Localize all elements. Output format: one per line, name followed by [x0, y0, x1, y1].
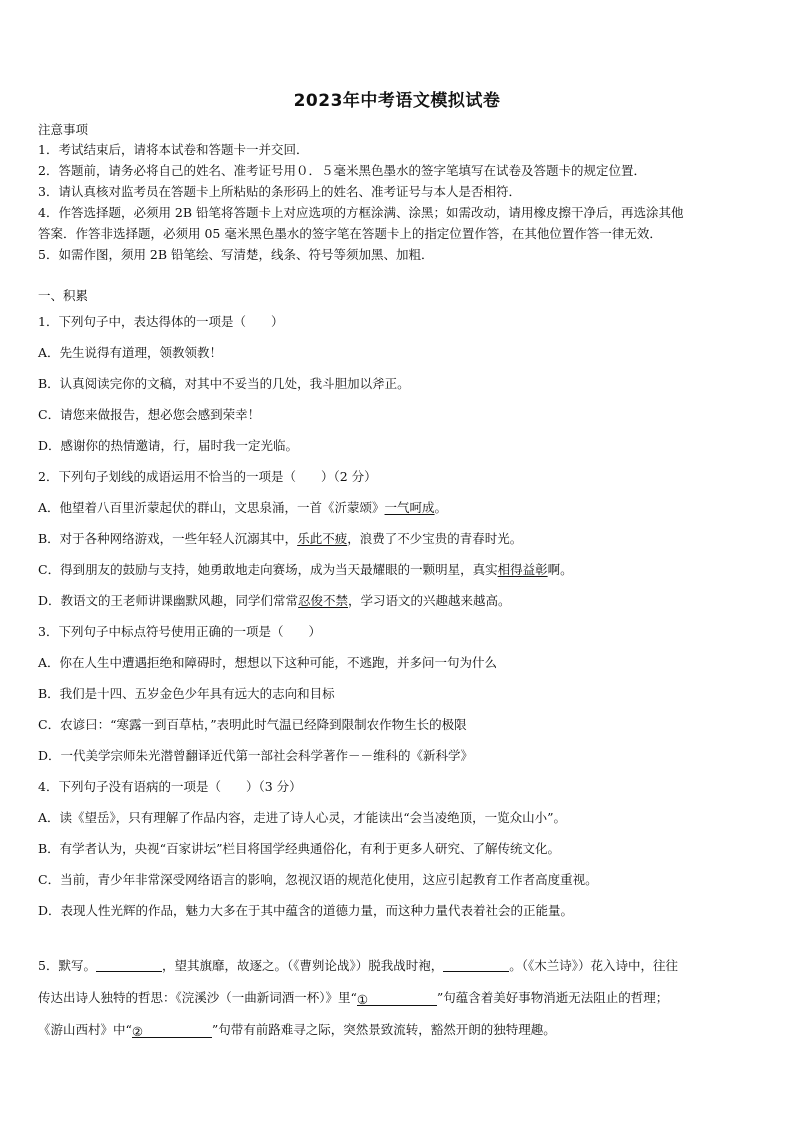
q5-text: ”句带有前路难寻之际，突然景致流转，豁然开朗的独特理趣。 [211, 1022, 556, 1037]
notice-item: 4．作答选择题，必须用 2B 铅笔将答题卡上对应选项的方框涂满、涂黑；如需改动，请用橡皮擦干净后，再选涂其他 [38, 205, 684, 220]
option-b: B．我们是十四、五岁金色少年具有远大的志向和目标 [38, 686, 335, 701]
q5-text: 。（《木兰诗》）花入诗中，往往 [509, 958, 678, 973]
notice-item: 2．答题前，请务必将自己的姓名、准考证号用０．５毫米黑色墨水的签字笔填写在试卷及答题卡的规定位置． [38, 163, 646, 178]
option-d: D．感谢你的热情邀请，行，届时我一定光临。 [38, 438, 299, 453]
answer-blank[interactable] [443, 957, 509, 972]
q5-text: ，望其旗靡，故逐之。（《曹刿论战》）脱我战时袍， [161, 958, 444, 973]
question-stem: 1．下列句子中，表达得体的一项是（ ） [38, 314, 284, 329]
question-5-line-2 [38, 989, 758, 1007]
option-c: C．当前，青少年非常深受网络语言的影响，忽视汉语的规范化使用，这应引起教育工作者高度重视。 [38, 872, 598, 887]
option-c: C．请您来做报告，想必您会感到荣幸！ [38, 407, 261, 422]
notice-item: 1．考试结束后，请将本试卷和答题卡一并交回． [38, 142, 309, 157]
option-d: D．一代美学宗师朱光潜曾翻译近代第一部社会科学著作－－维科的《新科学》 [38, 748, 474, 763]
blank-marker: ② [131, 1024, 144, 1039]
underlined-idiom: 一气呵成 [384, 500, 435, 515]
q5-text: 《游山西村》中“ [38, 1022, 132, 1037]
section-heading: 一、积累 [38, 288, 89, 303]
option-b: B．认真阅读完你的文稿，对其中不妥当的几处，我斗胆加以斧正。 [38, 376, 410, 391]
option-text: ，浪费了不少宝贵的青春时光。 [347, 531, 523, 546]
option-text: B．对于各种网络游戏，一些年轻人沉溺其中， [38, 531, 298, 546]
notice-item: 答案．作答非选择题，必须用 05 毫米黑色墨水的签字笔在答题卡上的指定位置作答，在其他位置作答一律无效． [38, 226, 662, 241]
q5-text: ”句蕴含着美好事物消逝无法阻止的哲理； [436, 990, 669, 1005]
answer-blank-2[interactable] [132, 1023, 212, 1038]
option-d [38, 592, 758, 610]
option-text: D．教语文的王老师讲课幽默风趣，同学们常常 [38, 593, 299, 608]
notice-item: 5．如需作图，须用 2B 铅笔绘、写清楚，线条、符号等须加黑、加粗． [38, 247, 434, 262]
notice-heading: 注意事项 [38, 122, 89, 137]
question-stem: 2．下列句子划线的成语运用不恰当的一项是（ ）（2 分） [38, 469, 377, 484]
option-d: D．表现人性光辉的作品，魅力大多在于其中蕴含的道德力量，而这种力量代表着社会的正能量。 [38, 903, 574, 918]
option-a: A．你在人生中遭遇拒绝和障碍时，想想以下这种可能，不逃跑，并多问一句为什么 [38, 655, 498, 670]
q5-text: 传达出诗人独特的哲思：《浣溪沙（一曲新词酒一杯）》里“ [38, 990, 357, 1005]
question-5-line-1 [38, 957, 758, 975]
question-stem: 4．下列句子没有语病的一项是（ ）（3 分） [38, 779, 302, 794]
question-5-line-3 [38, 1021, 758, 1039]
answer-blank-1[interactable] [357, 991, 437, 1006]
blank-marker: ① [356, 992, 369, 1007]
answer-blank[interactable] [96, 957, 162, 972]
notice-item: 3．请认真核对监考员在答题卡上所粘贴的条形码上的姓名、准考证号与本人是否相符． [38, 184, 521, 199]
option-b: B．有学者认为，央视“百家讲坛”栏目将国学经典通俗化，有利于更多人研究、了解传统文化。 [38, 841, 560, 856]
underlined-idiom: 乐此不疲 [297, 531, 348, 546]
underlined-idiom: 相得益彰 [497, 562, 548, 577]
option-text: C．得到朋友的鼓励与支持，她勇敢地走向赛场，成为当天最耀眼的一颗明星，真实 [38, 562, 498, 577]
option-text: 啊。 [547, 562, 573, 577]
option-text: 。 [434, 500, 448, 515]
option-b [38, 530, 758, 548]
q5-text: 5．默写。 [38, 958, 96, 973]
underlined-idiom: 忍俊不禁 [298, 593, 349, 608]
option-c: C．农谚曰：“寒露一到百草枯，”表明此时气温已经降到限制农作物生长的极限 [38, 717, 467, 732]
option-a: A．读《望岳》，只有理解了作品内容，走进了诗人心灵，才能读出“会当凌绝顶，一览众山小”。 [38, 810, 567, 825]
option-a [38, 499, 758, 517]
option-text: A．他望着八百里沂蒙起伏的群山，文思泉涌，一首《沂蒙颂》 [38, 500, 385, 515]
option-c [38, 561, 758, 579]
option-text: ，学习语文的兴趣越来越高。 [348, 593, 511, 608]
question-stem: 3．下列句子中标点符号使用正确的一项是（ ） [38, 624, 321, 639]
page-title: 2023年中考语文模拟试卷 [293, 91, 501, 111]
option-a: A．先生说得有道理，领教领教！ [38, 345, 223, 360]
